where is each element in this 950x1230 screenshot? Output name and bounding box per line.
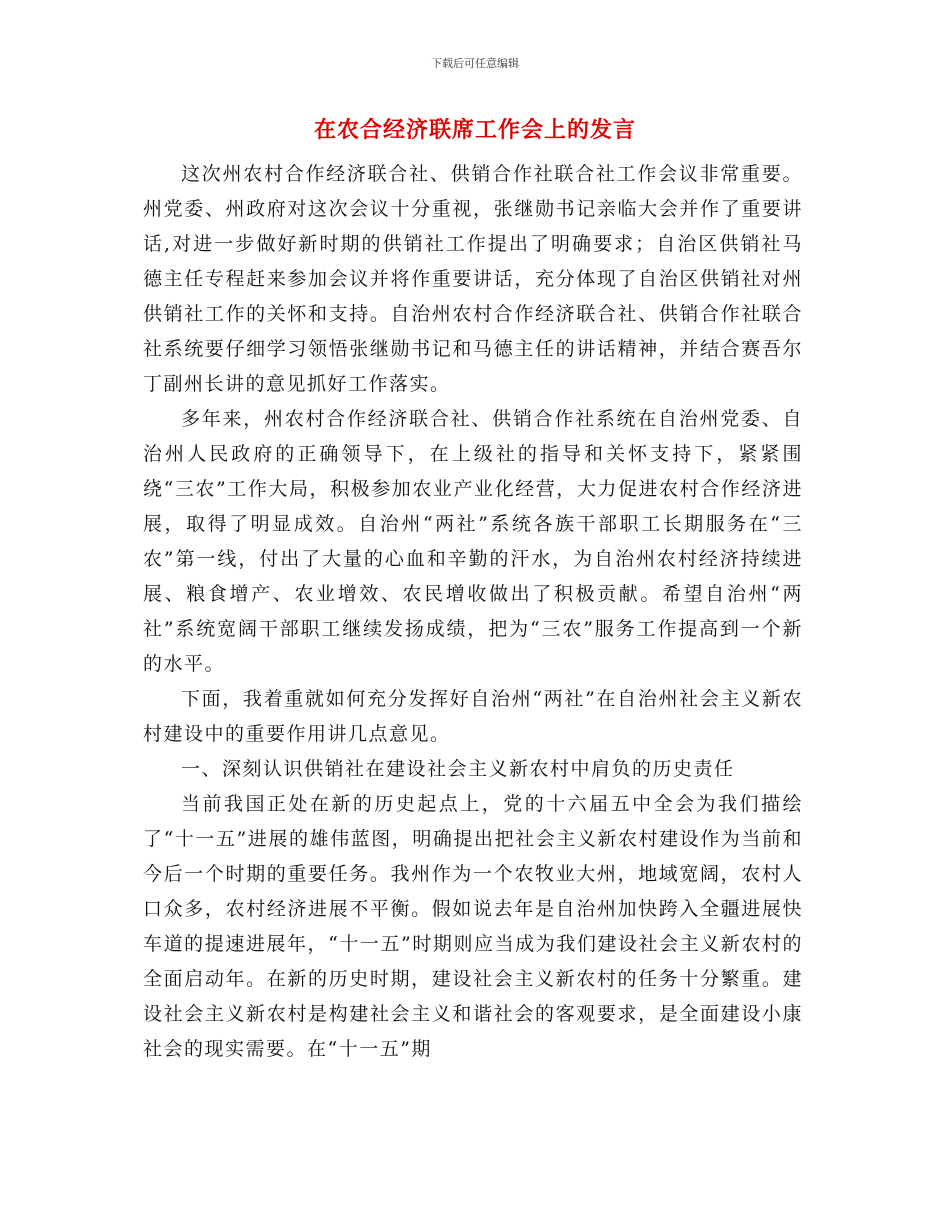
header-note: 下载后可任意编辑 xyxy=(431,57,519,70)
document-title: 在农合经济联席工作会上的发言 xyxy=(313,118,636,143)
paragraph-section-1: 当前我国正处在新的历史起点上，党的十六届五中全会为我们描绘了“十一五”进展的雄伟蓝图，明确提出把社会主义新农村建设作为当前和今后一个时期的重要任务。我州作为一个农牧业大州，地域宽阔，农村人口众多，农村经济进展不平衡。假如说去年是自治州加快跨入全疆进展快车道的提速进展年，“十一五”时期则应当成为我们建设社会主义新农村的全面启动年。在新的历史时期，建设社会主义新农村的任务十分繁重。建设社会主义新农村是构建社会主义和谐社会的客观要求，是全面建设小康社会的现实需要。在“十一五”期 xyxy=(143,793,803,1060)
paragraph-transition: 下面，我着重就如何充分发挥好自治州“两社”在自治州社会主义新农村建设中的重要作用讲几点意见。 xyxy=(143,688,803,745)
paragraph-achievements: 多年来，州农村合作经济联合社、供销合作社系统在自治州党委、自治州人民政府的正确领导下，在上级社的指导和关怀支持下，紧紧围绕“三农”工作大局，积极参加农业产业化经营，大力促进农村合作经济进展，取得了明显成效。自治州“两社”系统各族干部职工长期服务在“三农”第一线，付出了大量的心血和辛勤的汗水，为自治州农村经济持续进展、粮食增产、农业增效、农民增收做出了积极贡献。希望自治州“两社”系统宽阔干部职工继续发扬成绩，把为“三农”服务工作提高到一个新的水平。 xyxy=(143,408,803,675)
document-body xyxy=(143,157,803,1067)
paragraph-intro: 这次州农村合作经济联合社、供销合作社联合社工作会议非常重要。州党委、州政府对这次会议十分重视，张继勋书记亲临大会并作了重要讲话,对进一步做好新时期的供销社工作提出了明确要求；自治区供销社马德主任专程赶来参加会议并将作重要讲话，充分体现了自治区供销社对州供销社工作的关怀和支持。自治州农村合作经济联合社、供销合作社联合社系统要仔细学习领悟张继勋书记和马德主任的讲话精神，并结合赛吾尔丁副州长讲的意见抓好工作落实。 xyxy=(143,163,803,395)
section-heading-1: 一、深刻认识供销社在建设社会主义新农村中肩负的历史责任 xyxy=(181,758,735,780)
